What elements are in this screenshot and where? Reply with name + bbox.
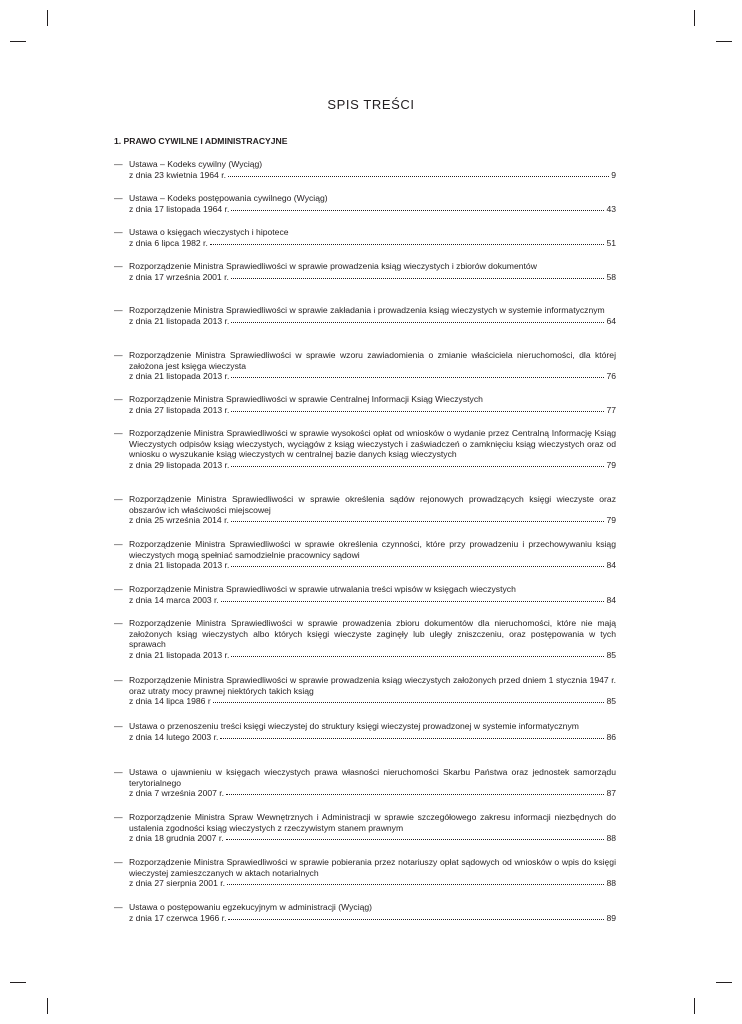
entry-dash: —: [114, 618, 123, 628]
entry-date: z dnia 27 listopada 2013 r.: [129, 404, 230, 415]
crop-mark: [47, 10, 48, 26]
entry-date: z dnia 21 listopada 2013 r.: [129, 371, 230, 382]
entry-date: z dnia 21 listopada 2013 r.: [129, 649, 230, 660]
toc-entry[interactable]: [114, 721, 616, 742]
entry-title: Rozporządzenie Ministra Sprawiedliwości w sprawie zakładania i prowadzenia ksiąg wieczystych w systemie informatycznym: [129, 305, 605, 315]
dot-leader: [221, 595, 605, 602]
entry-page-number: 58: [606, 271, 616, 282]
entry-date: z dnia 23 kwietnia 1964 r.: [129, 169, 226, 180]
entry-dash: —: [114, 584, 123, 594]
dot-leader: [231, 204, 604, 211]
entry-title: Rozporządzenie Ministra Sprawiedliwości w sprawie Centralnej Informacji Ksiąg Wieczystych: [129, 394, 483, 404]
toc-entry[interactable]: [114, 350, 616, 382]
entry-title: Ustawa – Kodeks postępowania cywilnego (Wyciąg): [129, 193, 328, 203]
entry-title: Rozporządzenie Ministra Sprawiedliwości w sprawie wysokości opłat od wniosków o wydanie przez Centralną Informację Ksiąg Wieczystych odpisów ksiąg wieczystych, wyciągów z ksiąg wieczystych i zaświadczeń o zamknięciu ksiąg wieczystych oraz od wniosku o wyszukanie ksiąg wieczystych w centralnej bazie danych ksiąg wieczystych: [129, 428, 616, 460]
dot-leader: [231, 650, 604, 657]
toc-entry[interactable]: [114, 539, 616, 571]
entry-date: z dnia 17 listopada 1964 r.: [129, 203, 230, 214]
entry-dash: —: [114, 494, 123, 504]
entry-title: Ustawa o ujawnieniu w księgach wieczystych prawa własności nieruchomości Skarbu Państwa oraz jednostek samorządu terytorialnego: [129, 767, 616, 788]
entry-dash: —: [114, 902, 123, 912]
entry-dash: —: [114, 193, 123, 203]
dot-leader: [227, 878, 604, 885]
toc-entry[interactable]: [114, 767, 616, 799]
crop-mark: [694, 998, 695, 1014]
entry-date: z dnia 17 września 2001 r.: [129, 271, 229, 282]
entry-date: z dnia 25 września 2014 r.: [129, 515, 229, 526]
toc-entry[interactable]: [114, 428, 616, 470]
dot-leader: [231, 460, 604, 467]
entry-title: Ustawa o przenoszeniu treści księgi wieczystej do struktury księgi wieczystej prowadzonej w systemie informatycznym: [129, 721, 579, 731]
entry-page-number: 84: [606, 594, 616, 605]
entry-page-number: 51: [606, 237, 616, 248]
entry-page-number: 64: [606, 315, 616, 326]
entry-date: z dnia 21 listopada 2013 r.: [129, 560, 230, 571]
entry-date: z dnia 14 lutego 2003 r.: [129, 731, 219, 742]
entry-date: z dnia 29 listopada 2013 r.: [129, 459, 230, 470]
entry-dash: —: [114, 428, 123, 438]
dot-leader: [231, 405, 604, 412]
toc-entry[interactable]: [114, 193, 616, 214]
entry-title: Ustawa o księgach wieczystych i hipotece: [129, 227, 289, 237]
toc-entry[interactable]: [114, 618, 616, 660]
toc-entry[interactable]: [114, 394, 616, 415]
entry-title: Rozporządzenie Ministra Sprawiedliwości w sprawie pobierania przez notariuszy opłat sądowych od wniosków o wpis do księgi wieczystej zamieszczanych w aktach notarialnych: [129, 857, 616, 878]
entry-dash: —: [114, 159, 123, 169]
toc-entry[interactable]: [114, 902, 616, 923]
entry-date: z dnia 17 czerwca 1966 r.: [129, 912, 227, 923]
entry-page-number: 43: [606, 203, 616, 214]
entry-date: z dnia 6 lipca 1982 r.: [129, 237, 208, 248]
entry-date: z dnia 7 września 2007 r.: [129, 788, 225, 799]
toc-entry[interactable]: [114, 261, 616, 282]
entry-page-number: 76: [606, 371, 616, 382]
dot-leader: [231, 560, 604, 567]
entry-date: z dnia 27 sierpnia 2001 r.: [129, 878, 226, 889]
entry-page-number: 79: [606, 459, 616, 470]
dot-leader: [226, 788, 604, 795]
entry-dash: —: [114, 539, 123, 549]
toc-entry[interactable]: [114, 305, 616, 326]
entry-page-number: 79: [606, 515, 616, 526]
entry-title: Rozporządzenie Ministra Sprawiedliwości w sprawie prowadzenia ksiąg wieczystych założonych przed dniem 1 stycznia 1947 r. oraz utraty mocy prawnej niektórych takich ksiąg: [129, 675, 616, 696]
entry-page-number: 88: [606, 878, 616, 889]
entry-page-number: 85: [606, 649, 616, 660]
dot-leader: [228, 170, 609, 177]
entry-date: z dnia 18 grudnia 2007 r.: [129, 833, 224, 844]
dot-leader: [228, 913, 604, 920]
entry-page-number: 77: [606, 404, 616, 415]
entry-page-number: 89: [606, 912, 616, 923]
crop-mark: [716, 982, 732, 983]
entry-title: Rozporządzenie Ministra Sprawiedliwości w sprawie prowadzenia zbioru dokumentów dla nieruchomości, które nie mają założonych ksiąg wieczystych albo których księgi wieczyste zaginęły lub uległy zniszczeniu, oraz postępowania w tych sprawach: [129, 618, 616, 650]
crop-mark: [694, 10, 695, 26]
crop-mark: [47, 998, 48, 1014]
entry-dash: —: [114, 305, 123, 315]
toc-entry[interactable]: [114, 159, 616, 180]
entry-date: z dnia 14 marca 2003 r.: [129, 594, 219, 605]
crop-mark: [716, 41, 732, 42]
toc-entry[interactable]: [114, 857, 616, 889]
entry-page-number: 84: [606, 560, 616, 571]
entry-title: Rozporządzenie Ministra Sprawiedliwości w sprawie określenia czynności, które przy prowadzeniu i przechowywaniu ksiąg wieczystych mogą spełniać samodzielnie pracownicy sądowi: [129, 539, 616, 560]
entry-dash: —: [114, 261, 123, 271]
crop-mark: [10, 982, 26, 983]
entry-date: z dnia 21 listopada 2013 r.: [129, 315, 230, 326]
entry-title: Rozporządzenie Ministra Sprawiedliwości w sprawie prowadzenia ksiąg wieczystych i zbiorów dokumentów: [129, 261, 537, 271]
entry-dash: —: [114, 350, 123, 360]
dot-leader: [231, 316, 604, 323]
entry-page-number: 85: [606, 696, 616, 707]
entry-dash: —: [114, 675, 123, 685]
entry-dash: —: [114, 767, 123, 777]
crop-mark: [10, 41, 26, 42]
entry-dash: —: [114, 394, 123, 404]
toc-entry[interactable]: [114, 227, 616, 248]
toc-entry[interactable]: [114, 494, 616, 526]
toc-entry[interactable]: [114, 812, 616, 844]
entry-dash: —: [114, 857, 123, 867]
entry-title: Ustawa o postępowaniu egzekucyjnym w administracji (Wyciąg): [129, 902, 373, 912]
toc-entry[interactable]: [114, 675, 616, 707]
entry-date: z dnia 14 lipca 1986 r: [129, 696, 211, 707]
dot-leader: [226, 833, 605, 840]
dot-leader: [231, 515, 605, 522]
entry-page-number: 9: [611, 169, 616, 180]
section-heading: 1. PRAWO CYWILNE I ADMINISTRACYJNE: [114, 136, 288, 146]
entry-title: Rozporządzenie Ministra Sprawiedliwości w sprawie określenia sądów rejonowych prowadzących księgi wieczyste oraz obszarów ich właściwości miejscowej: [129, 494, 616, 515]
entry-title: Rozporządzenie Ministra Spraw Wewnętrznych i Administracji w sprawie szczegółowego zakresu informacji niezbędnych do ustalenia zgodności ksiąg wieczystych z rzeczywistym stanem prawnym: [129, 812, 616, 833]
entry-page-number: 88: [606, 833, 616, 844]
dot-leader: [213, 696, 605, 703]
dot-leader: [231, 272, 605, 279]
entry-dash: —: [114, 812, 123, 822]
entry-page-number: 87: [606, 788, 616, 799]
entry-dash: —: [114, 721, 123, 731]
entry-page-number: 86: [606, 731, 616, 742]
entry-title: Rozporządzenie Ministra Sprawiedliwości w sprawie utrwalania treści wpisów w księgach wieczystych: [129, 584, 516, 594]
page-title: SPIS TREŚCI: [327, 97, 415, 112]
entry-title: Ustawa – Kodeks cywilny (Wyciąg): [129, 159, 263, 169]
entry-title: Rozporządzenie Ministra Sprawiedliwości w sprawie wzoru zawiadomienia o zmianie właściciela nieruchomości, dla której założona jest księga wieczysta: [129, 350, 616, 371]
dot-leader: [210, 238, 605, 245]
toc-entry[interactable]: [114, 584, 616, 605]
dot-leader: [220, 732, 604, 739]
dot-leader: [231, 371, 604, 378]
entry-dash: —: [114, 227, 123, 237]
